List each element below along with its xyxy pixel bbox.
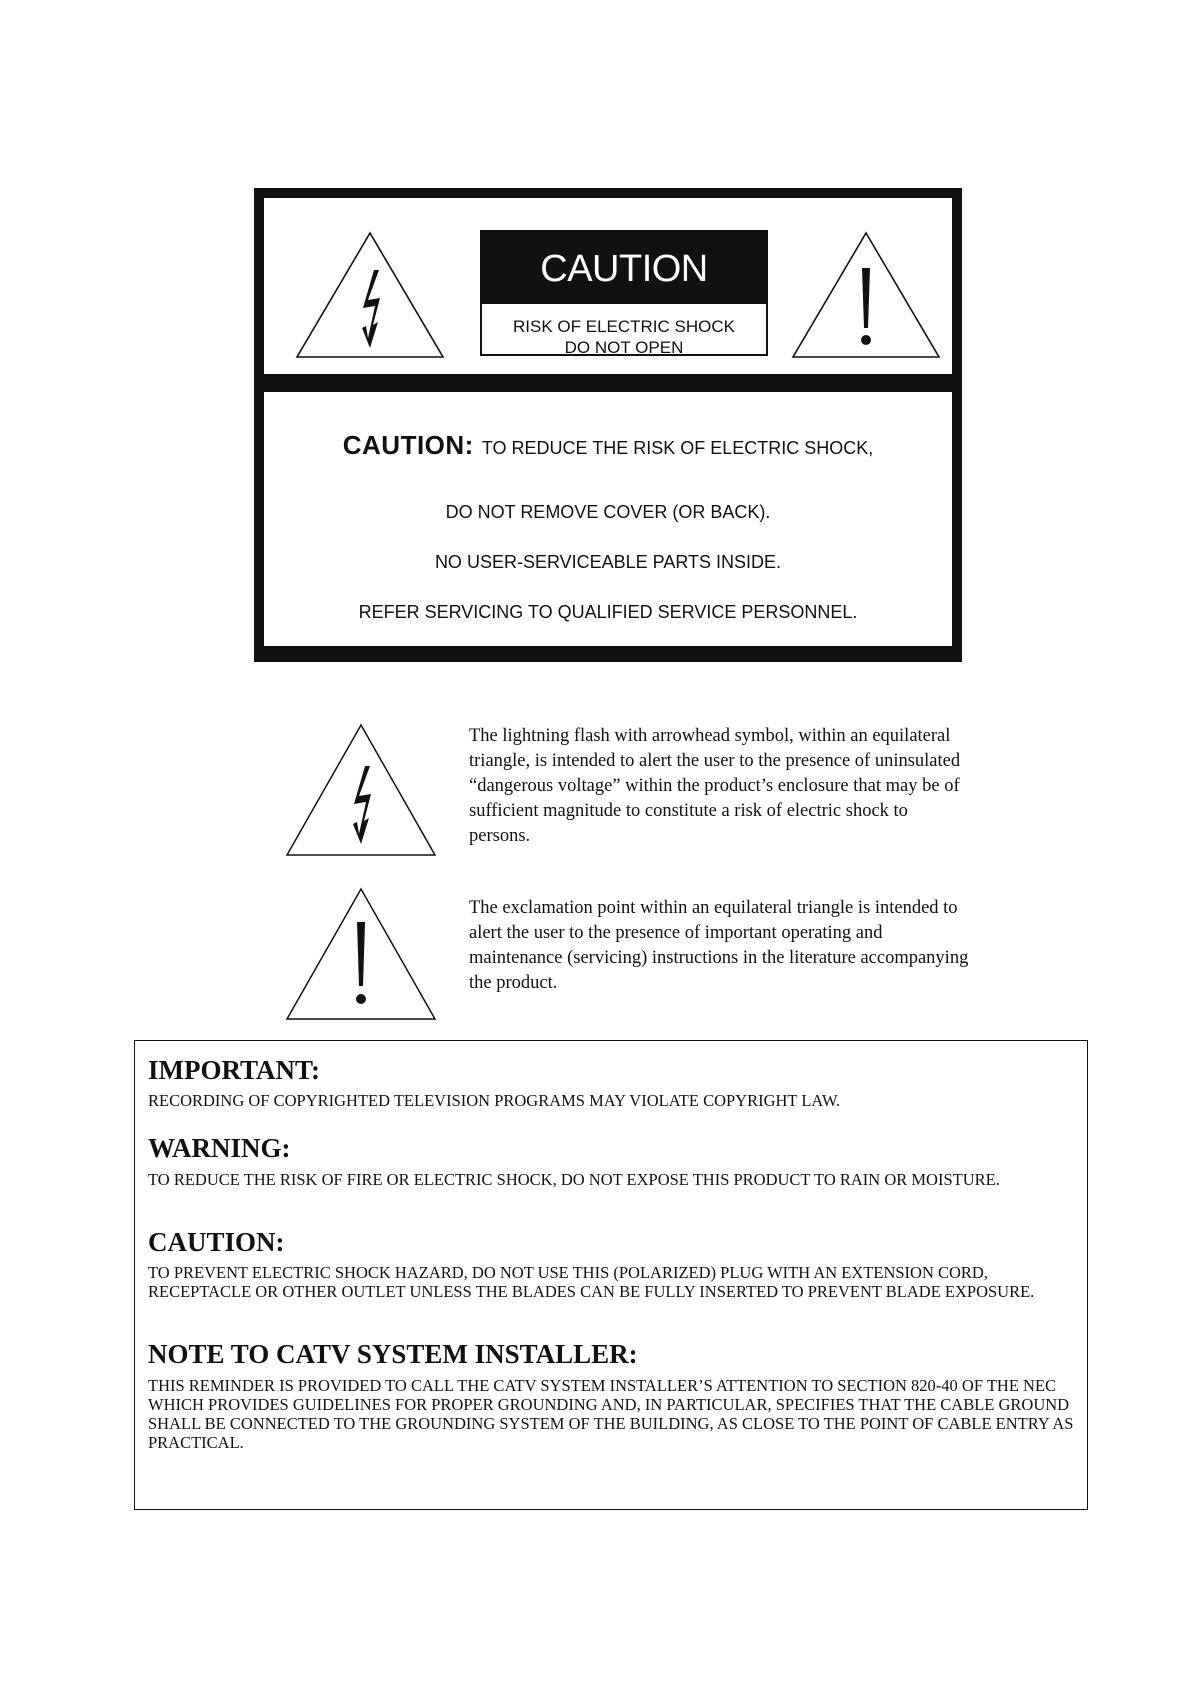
caution-statement-text: TO REDUCE THE RISK OF ELECTRIC SHOCK,: [481, 438, 874, 458]
risk-of-shock-text: RISK OF ELECTRIC SHOCK: [513, 317, 735, 336]
important-heading: IMPORTANT:: [148, 1055, 321, 1085]
lightning-symbol-description: The lightning flash with arrowhead symbol, within an equilateral triangle, is intended to alert the user to the presence of uninsulated “dangerous voltage” within the product’s enclosure that may be of sufficient magnitude to constitute a risk of electric shock to persons.: [469, 726, 961, 846]
exclamation-symbol-icon: [284, 886, 438, 1022]
caution-box-title: CAUTION: [482, 232, 766, 304]
caution-label-top-panel: [264, 198, 952, 374]
do-not-remove-cover-text: DO NOT REMOVE COVER (OR BACK).: [445, 502, 771, 522]
caution-label-bottom-panel: [264, 392, 952, 646]
exclamation-symbol-description: The exclamation point within an equilateral triangle is intended to alert the user to the presence of important operating and maintenance (servicing) instructions in the literature accompanying the product.: [469, 898, 969, 993]
caution-body: TO PREVENT ELECTRIC SHOCK HAZARD, DO NOT USE THIS (POLARIZED) PLUG WITH AN EXTENSION CORD, RECEPTACLE OR OTHER OUTLET UNLESS THE BLADES CAN BE FULLY INSERTED TO PREVENT BLADE EXPOSURE.: [148, 1263, 1035, 1301]
catv-installer-body: THIS REMINDER IS PROVIDED TO CALL THE CATV SYSTEM INSTALLER’S ATTENTION TO SECTION 820-40 OF THE NEC WHICH PROVIDES GUIDELINES FOR PROPER GROUNDING AND, IN PARTICULAR, SPECIFIES THAT THE CABLE GROUND SHALL BE CONNECTED TO THE GROUNDING SYSTEM OF THE BUILDING, AS CLOSE TO THE POINT OF CABLE ENTRY AS PRACTICAL.: [148, 1376, 1074, 1452]
caution-label: [254, 188, 962, 662]
important-body: RECORDING OF COPYRIGHTED TELEVISION PROGRAMS MAY VIOLATE COPYRIGHT LAW.: [148, 1091, 841, 1110]
caution-statement-row: [264, 430, 952, 461]
warning-heading: WARNING:: [148, 1133, 291, 1163]
warning-body: TO REDUCE THE RISK OF FIRE OR ELECTRIC SHOCK, DO NOT EXPOSE THIS PRODUCT TO RAIN OR MOISTURE.: [148, 1170, 1000, 1189]
no-serviceable-parts-text: NO USER-SERVICEABLE PARTS INSIDE.: [434, 552, 782, 572]
caution-word: CAUTION:: [342, 430, 474, 460]
caution-box: [480, 230, 768, 356]
exclamation-triangle-icon: [790, 230, 942, 360]
caution-heading: CAUTION:: [148, 1227, 285, 1257]
catv-installer-heading: NOTE TO CATV SYSTEM INSTALLER:: [148, 1339, 638, 1369]
notices-box: [134, 1040, 1088, 1510]
do-not-open-text: DO NOT OPEN: [564, 338, 684, 357]
refer-servicing-text: REFER SERVICING TO QUALIFIED SERVICE PERSONNEL.: [358, 602, 858, 622]
lightning-symbol-icon: [284, 722, 438, 858]
lightning-triangle-icon: [294, 230, 446, 360]
